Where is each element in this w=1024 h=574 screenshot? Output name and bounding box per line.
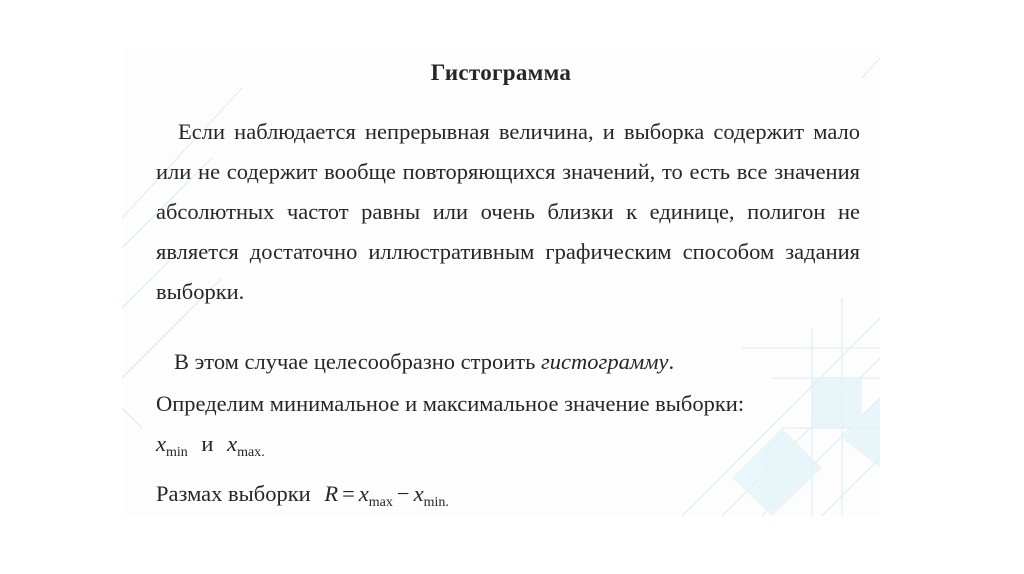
slide <box>122 48 880 516</box>
slide-title: Гистограмма <box>430 60 572 85</box>
x-min-subscript: min <box>166 445 188 460</box>
paragraph-2 <box>156 342 860 382</box>
R-var: R <box>324 481 339 506</box>
paragraph-2-text: В этом случае целесообразно строить <box>174 349 542 374</box>
range-formula <box>156 474 449 516</box>
x-max-var-2: x <box>358 481 369 506</box>
min-max-formula <box>156 424 265 473</box>
paragraph-2-end: . <box>668 349 675 374</box>
x-min-var: x <box>156 431 166 456</box>
formula-end: . <box>261 445 265 460</box>
conjunction: и <box>201 431 214 456</box>
x-max-var: x <box>227 431 238 456</box>
range-end: . <box>445 495 449 510</box>
x-max-subscript: max <box>237 445 262 460</box>
range-text: Размах выборки <box>156 481 311 506</box>
equals-sign: = <box>342 481 355 506</box>
paragraph-2-emphasis: гистограмму <box>541 349 669 374</box>
x-min-subscript-2: min <box>423 495 446 510</box>
paragraph-1: Если наблюдается непрерывная величина, и выборка содержит мало или не содержит вообще повторяющихся значений, то есть все значения абсолютных частот равны или очень близки к единице, полигон не является достаточно иллюстративным графическим способом задания выборки. <box>156 119 860 304</box>
slide-content <box>122 48 880 516</box>
minus-sign: − <box>396 481 410 506</box>
x-max-subscript-2: max <box>368 495 393 510</box>
paragraph-3: Определим минимальное и максимальное значение выборки: <box>156 391 745 416</box>
x-min-var-2: x <box>413 481 424 506</box>
